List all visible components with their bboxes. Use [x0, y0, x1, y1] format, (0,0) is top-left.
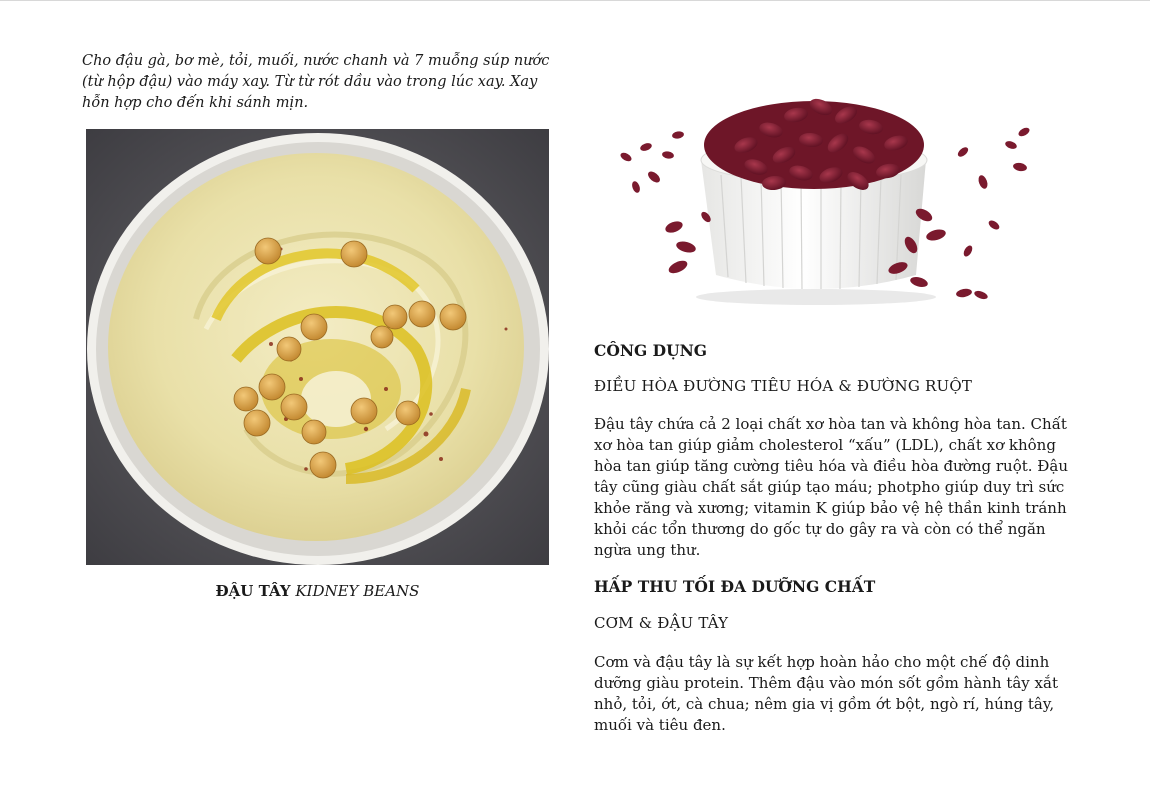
- caption-english: KIDNEY BEANS: [295, 582, 420, 600]
- hummus-photo: [86, 129, 549, 565]
- kidney-beans-photo: [606, 85, 1046, 315]
- section-heading-benefits: CÔNG DỤNG: [594, 341, 708, 360]
- section-body-benefits: Đậu tây chứa cả 2 loại chất xơ hòa tan và không hòa tan. Chất xơ hòa tan giúp giảm cholesterol “xấu” (LDL), chất xơ không hòa tan giúp tăng cường tiêu hóa và điều hòa đường ruột. Đậu tây cũng giàu chất sắt giúp tạo máu; photpho giúp duy trì sức khỏe răng và xương; vitamin K giúp bảo vệ hệ thần kinh tránh khỏi các tổn thương do gốc tự do gây ra và còn có thể ngăn ngừa ung thư.: [594, 415, 1068, 559]
- caption-vietnamese: ĐẬU TÂY: [215, 582, 291, 600]
- page-top-border: [0, 0, 1150, 1]
- section-body-rice-beans: Cơm và đậu tây là sự kết hợp hoàn hảo cho một chế độ dinh dưỡng giàu protein. Thêm đậu vào món sốt gồm hành tây xắt nhỏ, tỏi, ớt, cà chua; nêm gia vị gồm ớt bột, ngò rí, húng tây, muối và tiêu đen.: [594, 653, 1058, 734]
- recipe-intro-text: Cho đậu gà, bơ mè, tỏi, muối, nước chanh và 7 muỗng súp nước (từ hộp đậu) vào máy xay. Từ từ rót dầu vào trong lúc xay. Xay hỗn hợp cho đến khi sánh mịn.: [82, 53, 550, 111]
- photo-caption: [86, 582, 549, 600]
- section-heading-absorption: HẤP THU TỐI ĐA DƯỠNG CHẤT: [594, 577, 876, 596]
- section-subheading-digestion: ĐIỀU HÒA ĐƯỜNG TIÊU HÓA & ĐƯỜNG RUỘT: [594, 377, 973, 395]
- section-subheading-rice-beans: CƠM & ĐẬU TÂY: [594, 614, 729, 632]
